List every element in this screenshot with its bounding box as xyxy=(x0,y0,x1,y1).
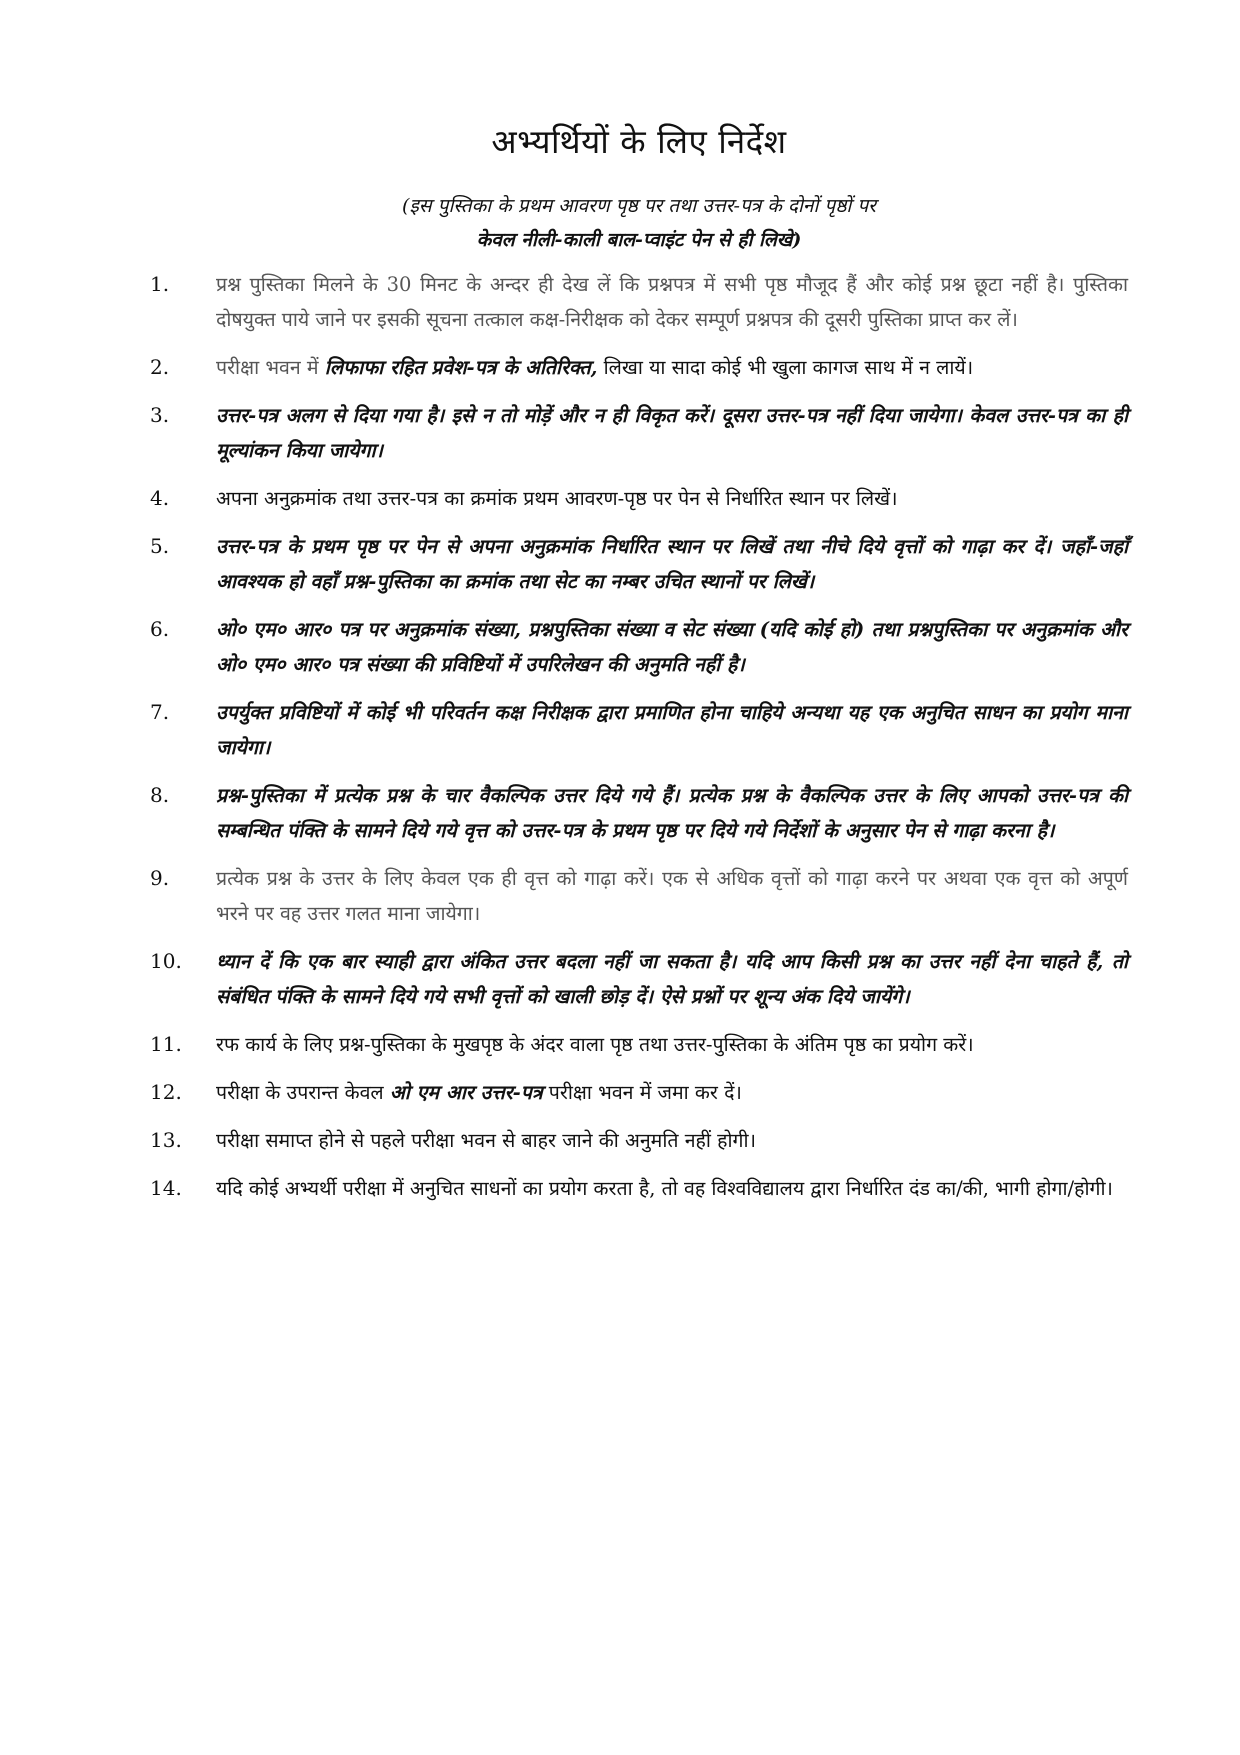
instruction-item-8 xyxy=(150,778,1128,848)
instruction-text-pre: परीक्षा भवन में xyxy=(216,356,325,379)
instruction-number: 12. xyxy=(150,1080,182,1104)
instruction-item-3 xyxy=(150,398,1128,468)
instruction-item-11 xyxy=(150,1027,1128,1062)
instruction-item-14 xyxy=(150,1171,1128,1206)
instruction-number: 8. xyxy=(150,783,170,807)
instruction-text-post: लिखा या सादा कोई भी खुला कागज साथ में न लायें। xyxy=(597,356,974,379)
instruction-number: 2. xyxy=(150,355,170,379)
instruction-number: 3. xyxy=(150,403,170,427)
instruction-number: 14. xyxy=(150,1176,182,1200)
instruction-number: 5. xyxy=(150,534,170,558)
instruction-number: 4. xyxy=(150,486,170,510)
instruction-text: उपर्युक्त प्रविष्टियों में कोई भी परिवर्तन कक्ष निरीक्षक द्वारा प्रमाणित होना चाहिये अन्यथा यह एक अनुचित साधन का प्रयोग माना जायेगा। xyxy=(216,701,1128,759)
instruction-number: 6. xyxy=(150,617,170,641)
instruction-text-pre: परीक्षा के उपरान्त केवल xyxy=(216,1081,390,1104)
instruction-text: उत्तर-पत्र के प्रथम पृष्ठ पर पेन से अपना अनुक्रमांक निर्धारित स्थान पर लिखें तथा नीचे दिये वृत्तों को गाढ़ा कर दें। जहाँ-जहाँ आवश्यक हो वहाँ प्रश्न-पुस्तिका का क्रमांक तथा सेट का नम्बर उचित स्थानों पर लिखें। xyxy=(216,535,1128,593)
instruction-item-4 xyxy=(150,481,1128,516)
instruction-number: 10. xyxy=(150,949,182,973)
instruction-item-10 xyxy=(150,944,1128,1014)
subtitle-line-2: केवल नीली-काली बाल-प्वाइंट पेन से ही लिखे) xyxy=(476,229,802,251)
instruction-text: ओ० एम० आर० पत्र पर अनुक्रमांक संख्या, प्रश्नपुस्तिका संख्या व सेट संख्या (यदि कोई हो) तथा प्रश्नपुस्तिका पर अनुक्रमांक और ओ० एम० आर० पत्र संख्या की प्रविष्टियों में उपरिलेखन की अनुमति नहीं है। xyxy=(216,618,1128,676)
instruction-text: अपना अनुक्रमांक तथा उत्तर-पत्र का क्रमांक प्रथम आवरण-पृष्ठ पर पेन से निर्धारित स्थान पर लिखें। xyxy=(216,487,898,510)
instruction-text xyxy=(216,350,1128,385)
instruction-number: 7. xyxy=(150,700,170,724)
instruction-item-7 xyxy=(150,695,1128,765)
instruction-list xyxy=(150,267,1128,1206)
instruction-text: यदि कोई अभ्यर्थी परीक्षा में अनुचित साधनों का प्रयोग करता है, तो वह विश्वविद्यालय द्वारा निर्धारित दंड का/की, भागी होगा/होगी। xyxy=(216,1177,1113,1200)
instruction-text: प्रत्येक प्रश्न के उत्तर के लिए केवल एक ही वृत्त को गाढ़ा करें। एक से अधिक वृत्तों को गाढ़ा करने पर अथवा एक वृत्त को अपूर्ण भरने पर वह उत्तर गलत माना जायेगा। xyxy=(216,867,1128,925)
instruction-text-post: परीक्षा भवन में जमा कर दें। xyxy=(542,1081,742,1104)
instruction-text xyxy=(216,1075,1128,1110)
subtitle xyxy=(150,189,1128,257)
subtitle-line-1: (इस पुस्तिका के प्रथम आवरण पृष्ठ पर तथा उत्तर-पत्र के दोनों पृष्ठों पर xyxy=(402,195,876,217)
page-title: अभ्यर्थियों के लिए निर्देश xyxy=(491,122,787,161)
instruction-text: परीक्षा समाप्त होने से पहले परीक्षा भवन से बाहर जाने की अनुमति नहीं होगी। xyxy=(216,1129,756,1152)
instruction-number: 11. xyxy=(150,1032,182,1056)
instruction-number: 9. xyxy=(150,866,170,890)
instruction-text: प्रश्न-पुस्तिका में प्रत्येक प्रश्न के चार वैकल्पिक उत्तर दिये गये हैं। प्रत्येक प्रश्न के वैकल्पिक उत्तर के लिए आपको उत्तर-पत्र की सम्बन्धित पंक्ति के सामने दिये गये वृत्त को उत्तर-पत्र के प्रथम पृष्ठ पर दिये गये निर्देशों के अनुसार पेन से गाढ़ा करना है। xyxy=(216,784,1128,842)
instruction-item-12 xyxy=(150,1075,1128,1110)
instruction-text: उत्तर-पत्र अलग से दिया गया है। इसे न तो मोड़ें और न ही विकृत करें। दूसरा उत्तर-पत्र नहीं दिया जायेगा। केवल उत्तर-पत्र का ही मूल्यांकन किया जायेगा। xyxy=(216,404,1128,462)
instruction-number: 1. xyxy=(150,272,170,296)
instruction-item-13 xyxy=(150,1123,1128,1158)
instruction-text-emphasis: ओ एम आर उत्तर-पत्र xyxy=(389,1081,543,1104)
instruction-item-9 xyxy=(150,861,1128,931)
instruction-item-6 xyxy=(150,612,1128,682)
instruction-number: 13. xyxy=(150,1128,182,1152)
instruction-item-2 xyxy=(150,350,1128,385)
instruction-item-5 xyxy=(150,529,1128,599)
instruction-text: रफ कार्य के लिए प्रश्न-पुस्तिका के मुखपृष्ठ के अंदर वाला पृष्ठ तथा उत्तर-पुस्तिका के अंतिम पृष्ठ का प्रयोग करें। xyxy=(216,1033,974,1056)
instruction-text-emphasis: लिफाफा रहित प्रवेश-पत्र के अतिरिक्त, xyxy=(324,356,598,379)
instruction-text: ध्यान दें कि एक बार स्याही द्वारा अंकित उत्तर बदला नहीं जा सकता है। यदि आप किसी प्रश्न का उत्तर नहीं देना चाहते हैं, तो संबंधित पंक्ति के सामने दिये गये सभी वृत्तों को खाली छोड़ दें। ऐसे प्रश्नों पर शून्य अंक दिये जायेंगे। xyxy=(216,950,1128,1008)
instruction-text: प्रश्न पुस्तिका मिलने के 30 मिनट के अन्दर ही देख लें कि प्रश्नपत्र में सभी पृष्ठ मौजूद हैं और कोई प्रश्न छूटा नहीं है। पुस्तिका दोषयुक्त पाये जाने पर इसकी सूचना तत्काल कक्ष-निरीक्षक को देकर सम्पूर्ण प्रश्नपत्र की दूसरी पुस्तिका प्राप्त कर लें। xyxy=(216,273,1128,331)
instruction-item-1 xyxy=(150,267,1128,337)
